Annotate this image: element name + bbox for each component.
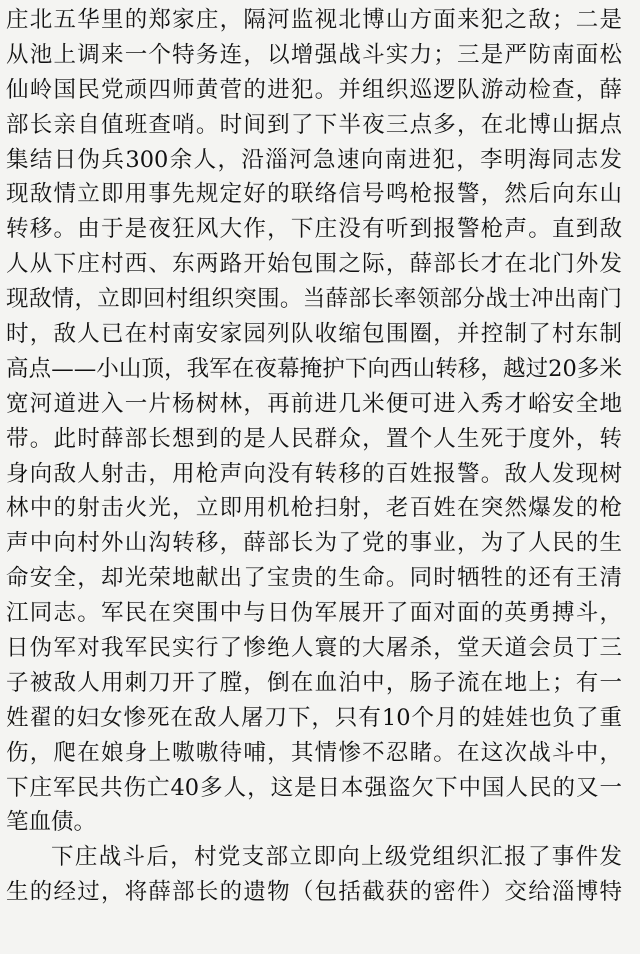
text-line: 笔血债。: [6, 809, 97, 836]
text-line: 命安全，却光荣地献出了宝贵的生命。同时牺牲的还有王清: [6, 565, 622, 592]
text-line: 江同志。军民在突围中与日伪军展开了面对面的英勇搏斗，: [6, 600, 622, 627]
text-line: 时，敌人已在村南安家园列队收缩包围圈，并控制了村东制: [6, 321, 622, 348]
text-line: 带。此时薛部长想到的是人民群众，置个人生死于度外，转: [6, 425, 622, 452]
text-line: 林中的射击火光，立即用机枪扫射，老百姓在突然爆发的枪: [6, 495, 622, 522]
text-line: 现敌情立即用事先规定好的联络信号鸣枪报警，然后向东山: [6, 181, 622, 208]
text-line: 人从下庄村西、东两路开始包围之际，薛部长才在北门外发: [6, 251, 622, 278]
text-line: 高点——小山顶，我军在夜幕掩护下向西山转移，越过20多米: [6, 355, 622, 382]
text-line: 部长亲自值班查哨。时间到了下半夜三点多，在北博山据点: [6, 111, 622, 138]
text-line: 子被敌人用刺刀开了膛，倒在血泊中，肠子流在地上；有一: [6, 669, 622, 696]
text-line: 伤，爬在娘身上嗷嗷待哺，其情惨不忍睹。在这次战斗中，: [6, 739, 622, 766]
text-line: 集结日伪兵300余人，沿淄河急速向南进犯，李明海同志发: [6, 146, 622, 173]
text-line: 庄北五华里的郑家庄，隔河监视北博山方面来犯之敌；二是: [6, 7, 622, 33]
text-line: 现敌情，立即回村组织突围。当薛部长率领部分战士冲出南门: [6, 286, 622, 313]
text-line: 声中向村外山沟转移，薛部长为了党的事业，为了人民的生: [6, 530, 622, 557]
text-line: 仙岭国民党顽四师黄菅的进犯。并组织巡逻队游动检查，薛: [6, 76, 622, 103]
text-line: 身向敌人射击，用枪声向没有转移的百姓报警。敌人发现树: [6, 460, 622, 487]
text-line: 从池上调来一个特务连，以增强战斗实力；三是严防南面松: [6, 41, 622, 68]
text-line: 生的经过，将薛部长的遗物（包括截获的密件）交给淄博特: [6, 879, 622, 906]
text-line: 下庄军民共伤亡40多人，这是日本强盗欠下中国人民的又一: [6, 774, 622, 801]
text-line: 日伪军对我军民实行了惨绝人寰的大屠杀，堂天道会员丁三: [6, 635, 622, 662]
text-line: 宽河道进入一片杨树林，再前进几米便可进入秀才峪安全地: [6, 390, 622, 417]
text-line: 转移。由于是夜狂风大作，下庄没有听到报警枪声。直到敌: [6, 216, 622, 243]
text-line: 姓翟的妇女惨死在敌人屠刀下，只有10个月的娃娃也负了重: [6, 704, 622, 731]
text-line: 下庄战斗后，村党支部立即向上级党组织汇报了事件发: [51, 844, 622, 871]
